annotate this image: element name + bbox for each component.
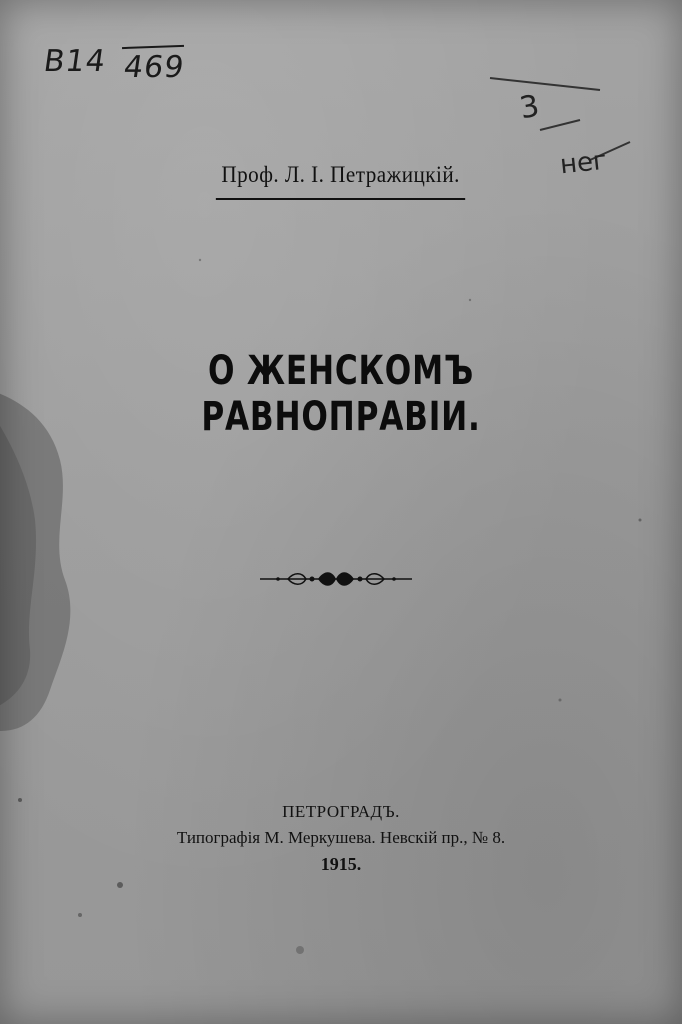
imprint-year: 1915. <box>320 854 362 874</box>
book-title-text: О ЖЕНСКОМЪ РАВНОПРАВІИ. <box>201 348 481 440</box>
margin-note-word: нег <box>558 145 609 181</box>
margin-note-number: 3 <box>517 88 542 127</box>
decorative-rule-icon <box>258 566 414 592</box>
shelfmark-overline <box>122 45 184 49</box>
imprint <box>0 802 682 875</box>
author-name: Проф. Л. І. Петражицкій. <box>216 162 466 200</box>
shelfmark-right: 469 <box>121 50 187 85</box>
shelfmark-left: В14 <box>41 44 109 79</box>
author-line <box>0 162 682 200</box>
book-title <box>0 348 682 440</box>
shelfmark-handwritten <box>41 36 194 96</box>
imprint-city: ПЕТРОГРАДЪ. <box>282 802 400 821</box>
imprint-press: Типографія М. Меркушева. Невскій пр., № 8. <box>176 828 506 847</box>
